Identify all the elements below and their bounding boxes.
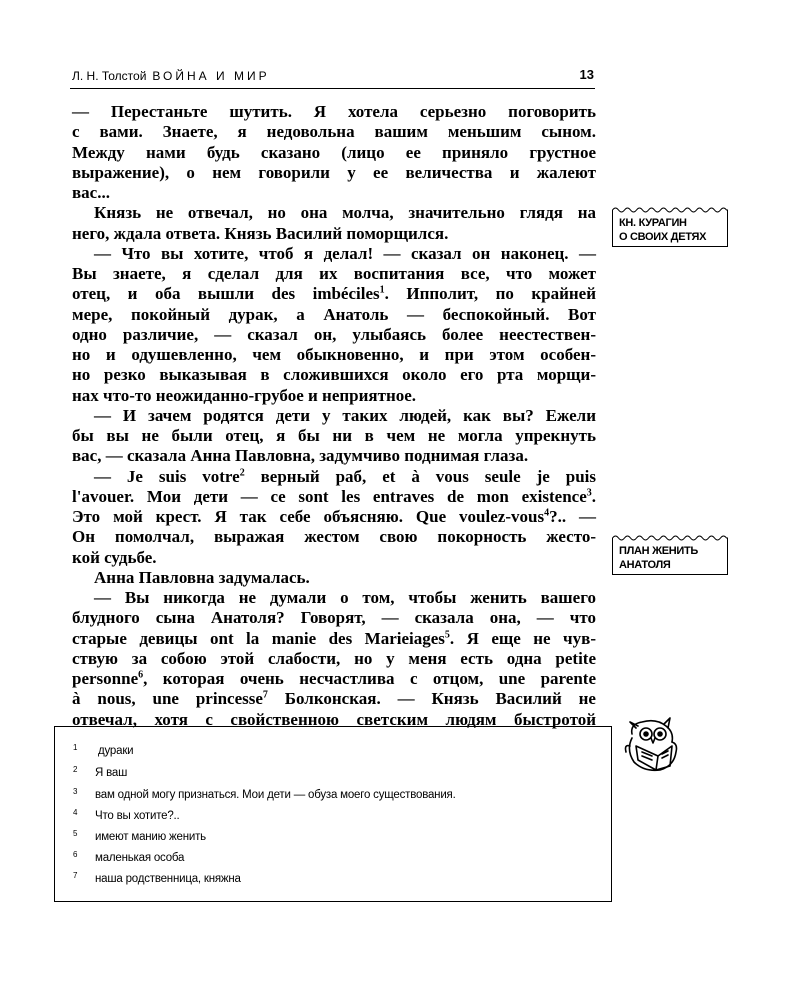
footnote-number: 7: [73, 871, 78, 880]
footnote-text: имеют манию женить: [95, 831, 206, 843]
main-text: [72, 102, 596, 730]
text-run: — Je suis votre: [94, 466, 240, 486]
text-line: [72, 669, 596, 689]
footnote-marker: 1: [379, 284, 385, 296]
footnotes-box: [54, 726, 612, 902]
text-line: Вы знаете, я сделал для их воспитания все, что может: [72, 264, 596, 283]
footnote-text: Я ваш: [95, 767, 128, 779]
paragraph-5: [72, 467, 596, 568]
running-header: [70, 66, 594, 86]
text-line: выражение), о нем говорили у ее величества и жалеют: [72, 162, 596, 182]
paragraph-7: [72, 588, 596, 730]
text-line: — Вы никогда не думали о том, чтобы женить вашего: [94, 588, 596, 607]
footnote-text: дураки: [98, 745, 134, 757]
text-line: одно различие, — сказал он, улыбаясь более неестествен-: [72, 324, 596, 344]
footnote-7: [55, 873, 611, 893]
text-line: Между нами будь сказано (лицо ее приняло грустное: [72, 142, 596, 162]
text-run: , которая очень несчастлива с отцом, une parente: [143, 669, 596, 688]
margin-note-kuragin: [612, 206, 728, 247]
text-run: Болконская. — Князь Василий не: [267, 689, 596, 709]
text-run: l'avouer. Мои дети — ce sont les entraves de mon existence: [72, 486, 587, 506]
text-line: но резко выказывая в сложившихся около его рта морщи-: [72, 365, 596, 385]
footnote-text: Что вы хотите?..: [95, 810, 180, 822]
text-line: Анна Павловна задумалась.: [94, 567, 310, 587]
paragraph-1: [72, 102, 596, 203]
footnote-marker: 4: [544, 507, 550, 519]
text-line: него, ждала ответа. Князь Василий поморщился.: [72, 223, 449, 243]
text-run: верный раб, et à vous seule je puis: [244, 466, 596, 486]
text-line: мере, покойный дурак, а Анатоль — беспокойный. Вот: [72, 304, 596, 324]
footnote-text: маленькая особа: [95, 852, 185, 864]
footnote-number: 6: [73, 850, 78, 859]
footnote-marker: 7: [262, 689, 268, 701]
footnote-6: [55, 852, 611, 872]
text-line: [72, 507, 596, 527]
text-line: отвечал, хотя с свойственною светским людям быстротой: [72, 709, 596, 729]
footnote-text: вам одной могу признаться. Мои дети — обуза моего существования.: [95, 789, 456, 801]
text-line: ствую за собою этой слабости, но у меня есть одна petite: [72, 648, 596, 668]
text-line: — Перестаньте шутить. Я хотела серьезно поговорить: [72, 102, 596, 121]
footnote-number: 5: [73, 829, 78, 838]
margin-note-box: [612, 541, 728, 575]
footnote-text: наша родственница, княжна: [95, 873, 241, 885]
footnote-number: 2: [73, 765, 78, 774]
margin-note-line: КН. КУРАГИН: [619, 217, 687, 229]
text-line: нах что-то неожиданно-грубое и неприятное.: [72, 385, 417, 405]
text-run: Это мой крест. Я так себе объясняю. Que voulez-vous: [72, 507, 545, 526]
text-line: с вами. Знаете, я недовольна вашим меньшим сыном.: [72, 122, 596, 142]
footnote-marker: 6: [138, 669, 144, 681]
text-run: ?.. —: [549, 507, 596, 526]
text-run: . Я еще не чув-: [449, 628, 596, 648]
text-run: .: [591, 486, 596, 506]
margin-note-box: [612, 213, 728, 247]
paragraph-3: [72, 244, 596, 406]
footnote-marker: 5: [444, 628, 450, 640]
text-line: вас, — сказала Анна Павловна, задумчиво поднимая глаза.: [72, 446, 529, 466]
text-run: à nous, une princesse: [72, 689, 263, 709]
text-line: [72, 487, 596, 507]
text-line: бы вы не были отец, я бы ни в чем не могла упрекнуть: [72, 426, 596, 445]
footnote-number: 1: [73, 743, 78, 752]
text-line: кой судьбе.: [72, 547, 157, 567]
text-line: — Что вы хотите, чтоб я делал! — сказал он наконец. —: [94, 243, 596, 263]
footnote-number: 3: [73, 787, 78, 796]
footnote-marker: 2: [239, 466, 245, 478]
text-line: [72, 284, 596, 304]
footnote-marker: 3: [586, 487, 592, 499]
margin-note-line: ПЛАН ЖЕНИТЬ: [619, 545, 699, 557]
text-line: блудного сына Анатоля? Говорят, — сказала она, — что: [72, 608, 596, 628]
footnote-4: [55, 810, 611, 830]
text-run: . Ипполит, по крайней: [384, 284, 597, 304]
footnote-number: 4: [73, 808, 78, 817]
text-line: вас...: [72, 183, 110, 202]
header-book-title: ВОЙНА И МИР: [152, 69, 270, 83]
margin-note-anatole: [612, 534, 728, 575]
margin-note-line: О СВОИХ ДЕТЯХ: [619, 231, 707, 243]
footnote-3: [55, 789, 611, 809]
page-number: 13: [579, 67, 594, 82]
paragraph-4: [72, 406, 596, 467]
header-divider: [70, 88, 595, 89]
footnote-5: [55, 831, 611, 851]
text-run: personne: [72, 669, 139, 688]
text-run: старые девицы ont la manie des Marieiages: [72, 628, 445, 648]
text-line: [72, 689, 596, 709]
margin-note-line: АНАТОЛЯ: [619, 559, 671, 571]
header-author-title: [72, 69, 270, 83]
text-line: Князь не отвечал, но она молча, значительно глядя на: [94, 203, 596, 223]
text-line: [72, 629, 596, 649]
text-line: Он помолчал, выражая жестом свою покорность жесто-: [72, 527, 596, 547]
text-line: [72, 467, 596, 487]
owl-reading-icon: [622, 716, 682, 774]
text-line: но и одушевленно, чем обыкновенно, и при этом особен-: [72, 345, 596, 364]
paragraph-2: [72, 203, 596, 244]
text-run: отец, и оба вышли des imbéciles: [72, 284, 380, 304]
paragraph-6: [72, 568, 596, 588]
text-line: — И зачем родятся дети у таких людей, как вы? Ежели: [94, 405, 596, 425]
header-author: Л. Н. Толстой: [72, 69, 147, 83]
footnote-2: [55, 767, 611, 787]
footnote-1: [55, 745, 611, 765]
